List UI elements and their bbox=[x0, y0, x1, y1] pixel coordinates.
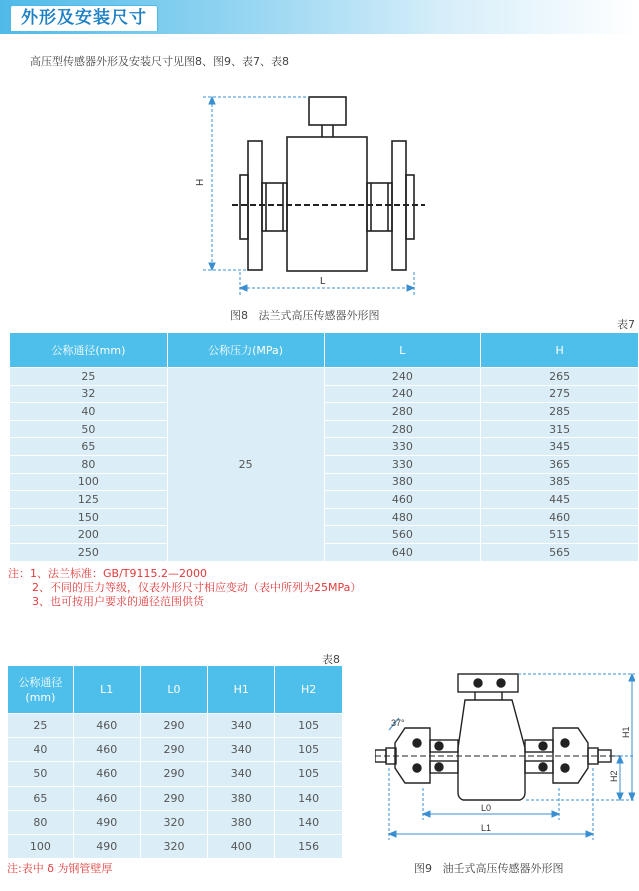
table7-cell-l: 330 bbox=[324, 438, 481, 456]
table8-cell-h2: 140 bbox=[275, 810, 343, 834]
note7-2: 2、不同的压力等级，仪表外形尺寸相应变动（表中所列为25MPa） bbox=[32, 581, 362, 594]
table8-header-row bbox=[8, 666, 343, 714]
table8-row bbox=[8, 762, 343, 786]
table7-cell-h: 460 bbox=[481, 508, 639, 526]
table8-label: 表8 bbox=[322, 653, 340, 666]
table8-cell-l0: 320 bbox=[140, 834, 208, 858]
table7-cell-l: 240 bbox=[324, 368, 481, 386]
table7-header-h: H bbox=[481, 333, 639, 368]
table7-header-pressure: 公称压力(MPa) bbox=[167, 333, 324, 368]
table7-cell-dn: 100 bbox=[10, 473, 168, 491]
table8-cell-h2: 105 bbox=[275, 738, 343, 762]
table7-header-dn: 公称通径(mm) bbox=[10, 333, 168, 368]
table8-cell-h1: 340 bbox=[208, 762, 275, 786]
figure9-label-angle: 37° bbox=[391, 718, 405, 728]
table8-cell-l1: 460 bbox=[73, 786, 140, 810]
table8-cell-dn: 80 bbox=[8, 810, 74, 834]
table7-cell-dn: 32 bbox=[10, 385, 168, 403]
table7-row bbox=[10, 543, 639, 561]
figure9-caption-text: 油壬式高压传感器外形图 bbox=[442, 862, 564, 875]
table7-body bbox=[10, 368, 639, 562]
table8-cell-dn: 25 bbox=[8, 714, 74, 738]
table8-cell-dn: 65 bbox=[8, 786, 74, 810]
table8-cell-l1: 460 bbox=[73, 762, 140, 786]
table7-cell-dn: 80 bbox=[10, 455, 168, 473]
table7-cell-h: 565 bbox=[481, 543, 639, 561]
table8-header-h1: H1 bbox=[208, 666, 275, 714]
table8-cell-h1: 340 bbox=[208, 738, 275, 762]
table8-cell-h1: 400 bbox=[208, 834, 275, 858]
table8-cell-l1: 460 bbox=[73, 714, 140, 738]
table8-cell-l1: 490 bbox=[73, 810, 140, 834]
table8-cell-dn: 50 bbox=[8, 762, 74, 786]
table8-cell-h1: 380 bbox=[208, 810, 275, 834]
table7-row bbox=[10, 508, 639, 526]
table8-cell-dn: 100 bbox=[8, 834, 74, 858]
table7-cell-l: 380 bbox=[324, 473, 481, 491]
table8-header-l1: L1 bbox=[73, 666, 140, 714]
table8-cell-l0: 320 bbox=[140, 810, 208, 834]
figure9-drawing bbox=[375, 668, 635, 858]
figure8-caption bbox=[230, 307, 380, 323]
table7-cell-dn: 25 bbox=[10, 368, 168, 386]
figure8-drawing bbox=[0, 0, 639, 300]
table8-cell-h1: 380 bbox=[208, 786, 275, 810]
table7 bbox=[9, 332, 639, 562]
table7-label: 表7 bbox=[617, 318, 635, 331]
table8-cell-h2: 105 bbox=[275, 762, 343, 786]
table7-row bbox=[10, 438, 639, 456]
section-title: 外形及安装尺寸 bbox=[21, 8, 147, 28]
figure9-caption-num: 图9 bbox=[414, 862, 432, 875]
table8-cell-l0: 290 bbox=[140, 762, 208, 786]
figure8-caption-num: 图8 bbox=[230, 309, 248, 322]
table7-cell-h: 345 bbox=[481, 438, 639, 456]
table8-row bbox=[8, 738, 343, 762]
table7-row bbox=[10, 420, 639, 438]
figure9-label-h2: H2 bbox=[609, 770, 619, 782]
table7-cell-dn: 50 bbox=[10, 420, 168, 438]
table7-cell-h: 365 bbox=[481, 455, 639, 473]
table8-cell-h1: 340 bbox=[208, 714, 275, 738]
table7-cell-h: 385 bbox=[481, 473, 639, 491]
table8 bbox=[7, 665, 343, 859]
table7-cell-l: 330 bbox=[324, 455, 481, 473]
note8: 注:表中 δ 为钢管壁厚 bbox=[7, 862, 113, 875]
table7-row bbox=[10, 491, 639, 509]
table7-cell-pressure: 25 bbox=[167, 368, 324, 562]
table7-cell-h: 275 bbox=[481, 385, 639, 403]
figure9-label-h1: H1 bbox=[621, 726, 631, 738]
table8-cell-h2: 156 bbox=[275, 834, 343, 858]
table8-cell-l0: 290 bbox=[140, 738, 208, 762]
table8-cell-dn: 40 bbox=[8, 738, 74, 762]
table8-header-l0: L0 bbox=[140, 666, 208, 714]
table7-cell-dn: 250 bbox=[10, 543, 168, 561]
table7-cell-h: 515 bbox=[481, 526, 639, 544]
table8-row bbox=[8, 714, 343, 738]
table7-cell-l: 240 bbox=[324, 385, 481, 403]
table7-cell-h: 265 bbox=[481, 368, 639, 386]
table8-cell-h2: 140 bbox=[275, 786, 343, 810]
table8-cell-l0: 290 bbox=[140, 786, 208, 810]
figure8-label-l: L bbox=[320, 276, 326, 287]
table7-cell-dn: 65 bbox=[10, 438, 168, 456]
table7-row bbox=[10, 403, 639, 421]
table8-header-dn: 公称通径 (mm) bbox=[8, 666, 74, 714]
figure8-caption-text: 法兰式高压传感器外形图 bbox=[258, 309, 380, 322]
table7-row bbox=[10, 385, 639, 403]
intro-text: 高压型传感器外形及安装尺寸见图8、图9、表7、表8 bbox=[30, 55, 289, 68]
table7-cell-l: 280 bbox=[324, 403, 481, 421]
table7-cell-dn: 200 bbox=[10, 526, 168, 544]
table7-header-row bbox=[10, 333, 639, 368]
table7-row bbox=[10, 473, 639, 491]
table8-cell-l1: 490 bbox=[73, 834, 140, 858]
figure9-label-l0: L0 bbox=[481, 803, 492, 813]
figure8-label-h: H bbox=[195, 178, 206, 186]
table7-row bbox=[10, 526, 639, 544]
table8-row bbox=[8, 834, 343, 858]
note7-3: 3、也可按用户要求的通径范围供货 bbox=[32, 595, 204, 608]
table8-cell-l0: 290 bbox=[140, 714, 208, 738]
table8-row bbox=[8, 810, 343, 834]
table7-cell-l: 480 bbox=[324, 508, 481, 526]
table7-cell-dn: 40 bbox=[10, 403, 168, 421]
table7-cell-l: 280 bbox=[324, 420, 481, 438]
table7-cell-l: 460 bbox=[324, 491, 481, 509]
table7-cell-dn: 150 bbox=[10, 508, 168, 526]
table7-header-l: L bbox=[324, 333, 481, 368]
table7-cell-h: 445 bbox=[481, 491, 639, 509]
table7-row bbox=[10, 455, 639, 473]
figure9-caption bbox=[414, 860, 564, 876]
table7-cell-h: 315 bbox=[481, 420, 639, 438]
table8-body bbox=[8, 714, 343, 859]
table8-header-h2: H2 bbox=[275, 666, 343, 714]
table7-cell-l: 640 bbox=[324, 543, 481, 561]
note7-1: 注：1、法兰标准：GB/T9115.2—2000 bbox=[8, 567, 207, 580]
table7-cell-l: 560 bbox=[324, 526, 481, 544]
table8-cell-h2: 105 bbox=[275, 714, 343, 738]
table7-cell-dn: 125 bbox=[10, 491, 168, 509]
table7-row bbox=[10, 368, 639, 386]
table8-row bbox=[8, 786, 343, 810]
table8-cell-l1: 460 bbox=[73, 738, 140, 762]
figure9-label-l1: L1 bbox=[481, 823, 492, 833]
table7-cell-h: 285 bbox=[481, 403, 639, 421]
